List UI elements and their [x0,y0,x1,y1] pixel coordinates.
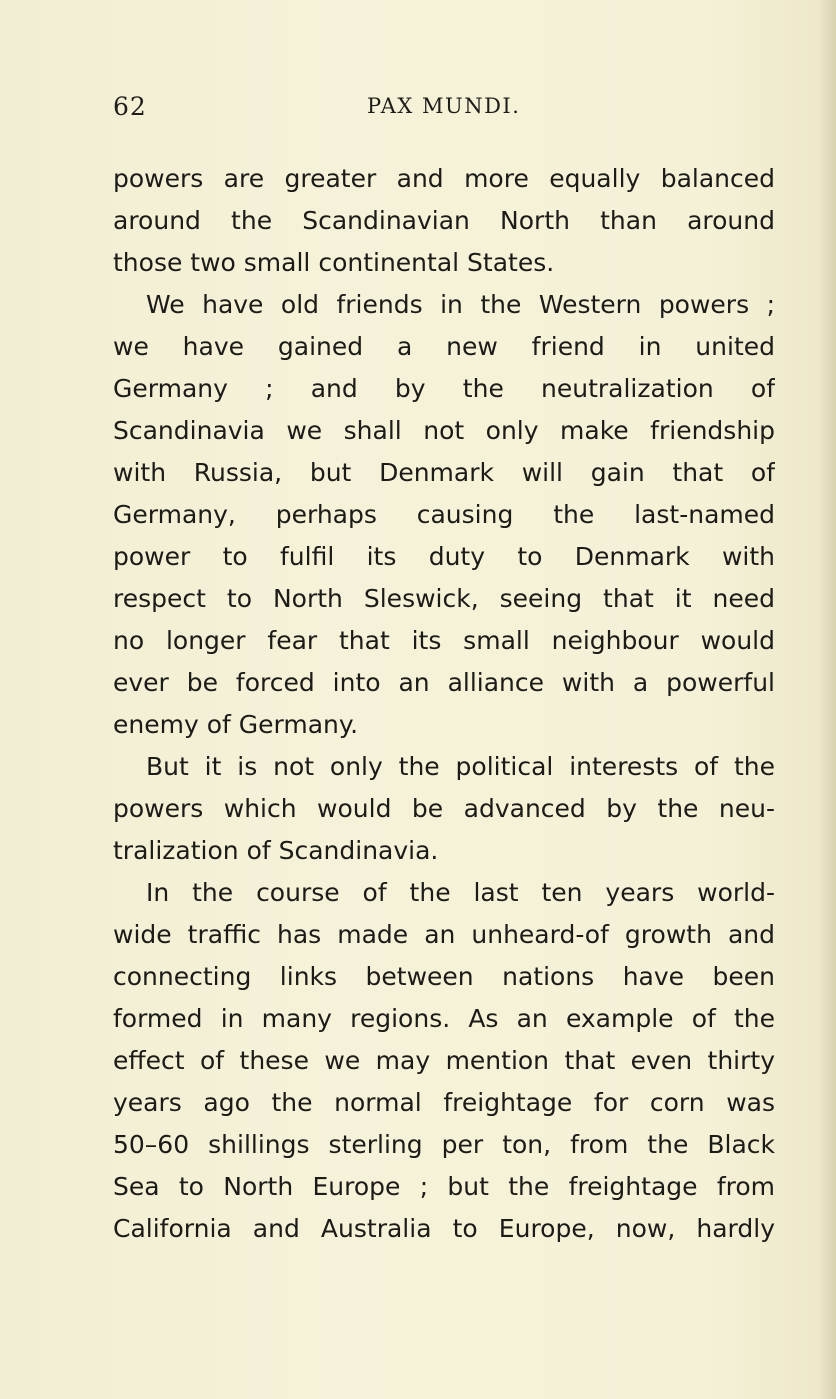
text-line: ever be forced into an alliance with a powerful [113,668,775,697]
text-line: formed in many regions. As an example of the [113,1004,775,1033]
text-line: 50–60 shillings sterling per ton, from the Black [113,1130,775,1159]
text-line: wide traffic has made an unheard-of growth and [113,920,775,949]
text-line: connecting links between nations have been [113,962,775,991]
text-line: Scandinavia we shall not only make friendship [113,416,775,445]
text-line: We have old friends in the Western powers ; [146,290,775,319]
text-line: no longer fear that its small neighbour would [113,626,775,655]
running-header [113,92,773,128]
text-line: enemy of Germany. [113,710,359,739]
text-line: years ago the normal freightage for corn was [113,1088,775,1117]
text-line: California and Australia to Europe, now, hardly [113,1214,775,1243]
text-line: respect to North Sleswick, seeing that it need [113,584,775,613]
text-line: powers which would be advanced by the neu- [113,794,775,823]
text-line: Germany, perhaps causing the last-named [113,500,775,529]
text-line: Germany ; and by the neutralization of [113,374,775,403]
text-line: tralization of Scandinavia. [113,836,439,865]
running-title: PAX MUNDI. [367,94,521,118]
page-number: 62 [113,92,147,121]
text-line: powers are greater and more equally balanced [113,164,775,193]
text-line: we have gained a new friend in united [113,332,775,361]
text-line: around the Scandinavian North than around [113,206,775,235]
text-line: those two small continental States. [113,248,555,277]
page-edge-shadow [818,0,836,1399]
text-line: effect of these we may mention that even thirty [113,1046,775,1075]
text-line: But it is not only the political interests of the [146,752,775,781]
body-text [113,158,775,1250]
text-line: In the course of the last ten years world- [146,878,775,907]
text-line: with Russia, but Denmark will gain that of [113,458,775,487]
text-line: Sea to North Europe ; but the freightage from [113,1172,775,1201]
text-line: power to fulfil its duty to Denmark with [113,542,775,571]
